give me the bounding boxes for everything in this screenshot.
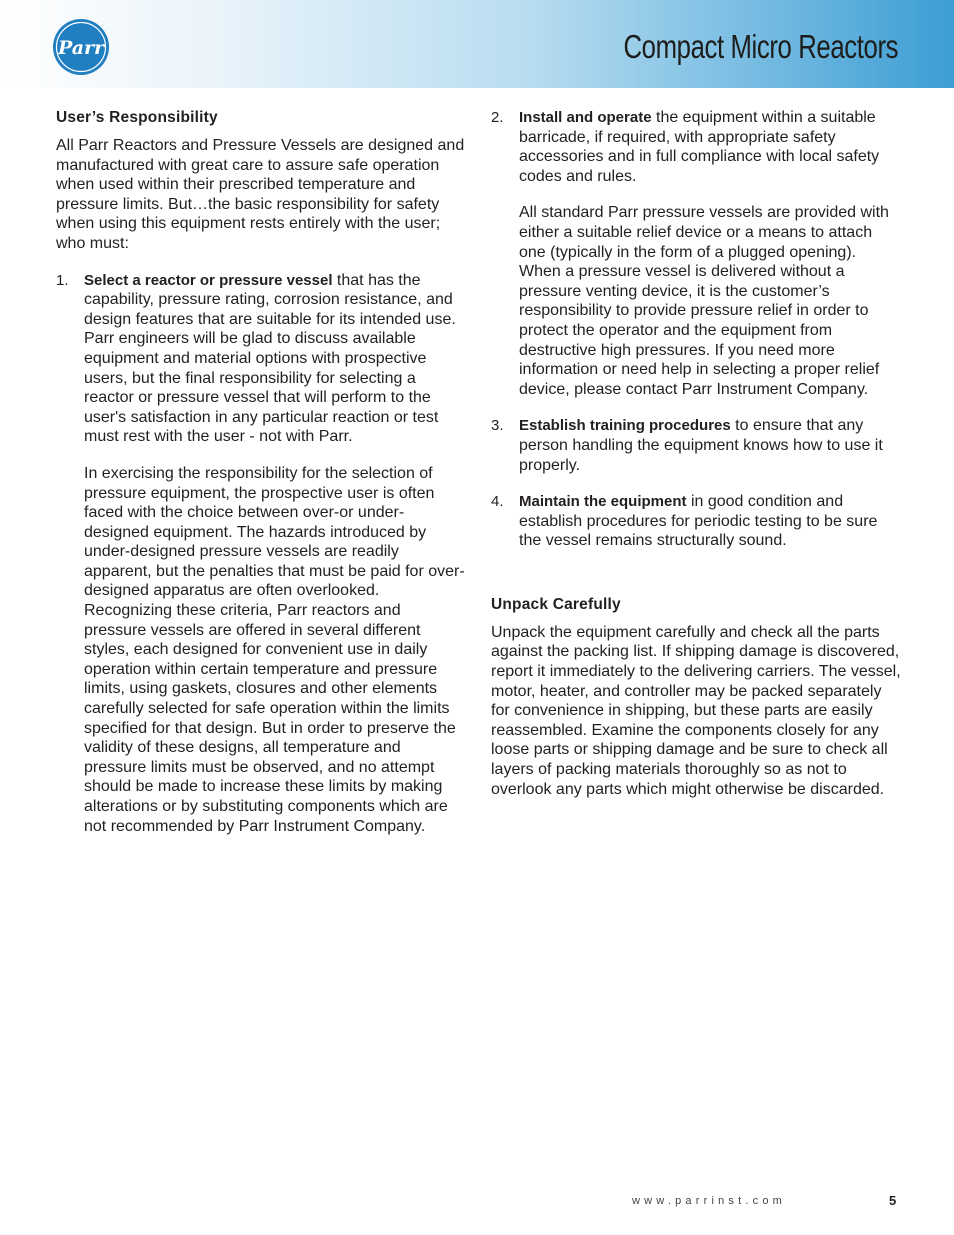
- item-number: 1.: [56, 271, 69, 289]
- responsibility-item-4: [491, 492, 901, 551]
- logo-text: Parr: [57, 37, 105, 59]
- item-followup: All standard Parr pressure vessels are provided with either a suitable relief device or a means to attach one (typically in the form of a plugged opening). When a pressure vessel is delivered without a pressure venting device, it is the customer’s responsibility to provide pressure relief in order to protect the operator and the equipment from destructive high pressures. If you need more information or need help in selecting a proper relief device, please contact Parr Instrument Company.: [519, 204, 889, 398]
- page-number: 5: [889, 1193, 897, 1208]
- item-lead: Install and operate: [519, 109, 652, 126]
- responsibility-item-1: [56, 271, 466, 837]
- responsibility-item-2: [491, 108, 901, 399]
- responsibility-intro: All Parr Reactors and Pressure Vessels are designed and manufactured with great care to assure safe operation when used within their prescribed temperature and pressure limits. But…the basic responsibility for safety when using this equipment rests entirely with the user; who must:: [56, 137, 465, 252]
- unpack-body: Unpack the equipment carefully and check all the parts against the packing list. If shipping damage is discovered, report it immediately to the delivering carriers. The vessel, motor, heater, and controller may be packed separately for convenience in shipping, but these parts are easily reassembled. Examine the components closely for any loose parts or shipping damage and be sure to check all layers of packing materials thoroughly so as not to overlook any parts which might otherwise be discarded.: [491, 623, 901, 798]
- item-followup: In exercising the responsibility for the selection of pressure equipment, the prospective user is often faced with the choice between over-or under-designed equipment. The hazards introduced by under-designed pressure vessels are readily apparent, but the penalties that must be paid for over-designed apparatus are often overlooked. Recognizing these criteria, Parr reactors and pressure vessels are offered in several different styles, each designed for convenient use in daily operation within certain temperature and pressure limits, using gaskets, closures and other elements carefully selected for safe operation within the limits specified for that design. But in order to preserve the validity of these designs, all temperature and pressure limits must be observed, and no attempt should be made to increase these limits by making alterations or by substituting components which are not recommended by Parr Instrument Company.: [84, 464, 465, 835]
- right-column: [491, 108, 901, 799]
- unpack-heading: Unpack Carefully: [491, 595, 621, 613]
- item-text: in good condition and establish procedures for periodic testing to be sure the vessel remains structurally sound.: [519, 493, 878, 550]
- left-column: [56, 108, 466, 836]
- item-text: that has the capability, pressure rating, corrosion resistance, and design features that are suitable for its intended use. Parr engineers will be glad to discuss available equipment and material options with prospective users, but the final responsibility for selecting a reactor or pressure vessel that will perform to the user's satisfaction in any particular reaction or test must rest with the user - not with Parr.: [84, 271, 456, 446]
- responsibility-heading: User’s Responsibility: [56, 109, 218, 126]
- footer-url: www.parrinst.com: [632, 1195, 786, 1207]
- item-number: 4.: [491, 493, 504, 511]
- item-lead: Select a reactor or pressure vessel: [84, 271, 333, 289]
- page-header: [0, 0, 954, 88]
- item-lead: Maintain the equipment: [519, 493, 687, 511]
- parr-logo: [52, 18, 110, 76]
- item-number: 3.: [491, 417, 504, 435]
- item-text: the equipment within a suitable barricade, if required, with appropriate safety accessories and in full compliance with local safety codes and rules.: [519, 109, 880, 185]
- responsibility-item-3: [491, 416, 901, 475]
- item-number: 2.: [491, 109, 504, 126]
- page-title: Compact Micro Reactors: [623, 28, 898, 65]
- item-text: to ensure that any person handling the equipment knows how to use it properly.: [519, 417, 883, 474]
- item-lead: Establish training procedures: [519, 417, 731, 435]
